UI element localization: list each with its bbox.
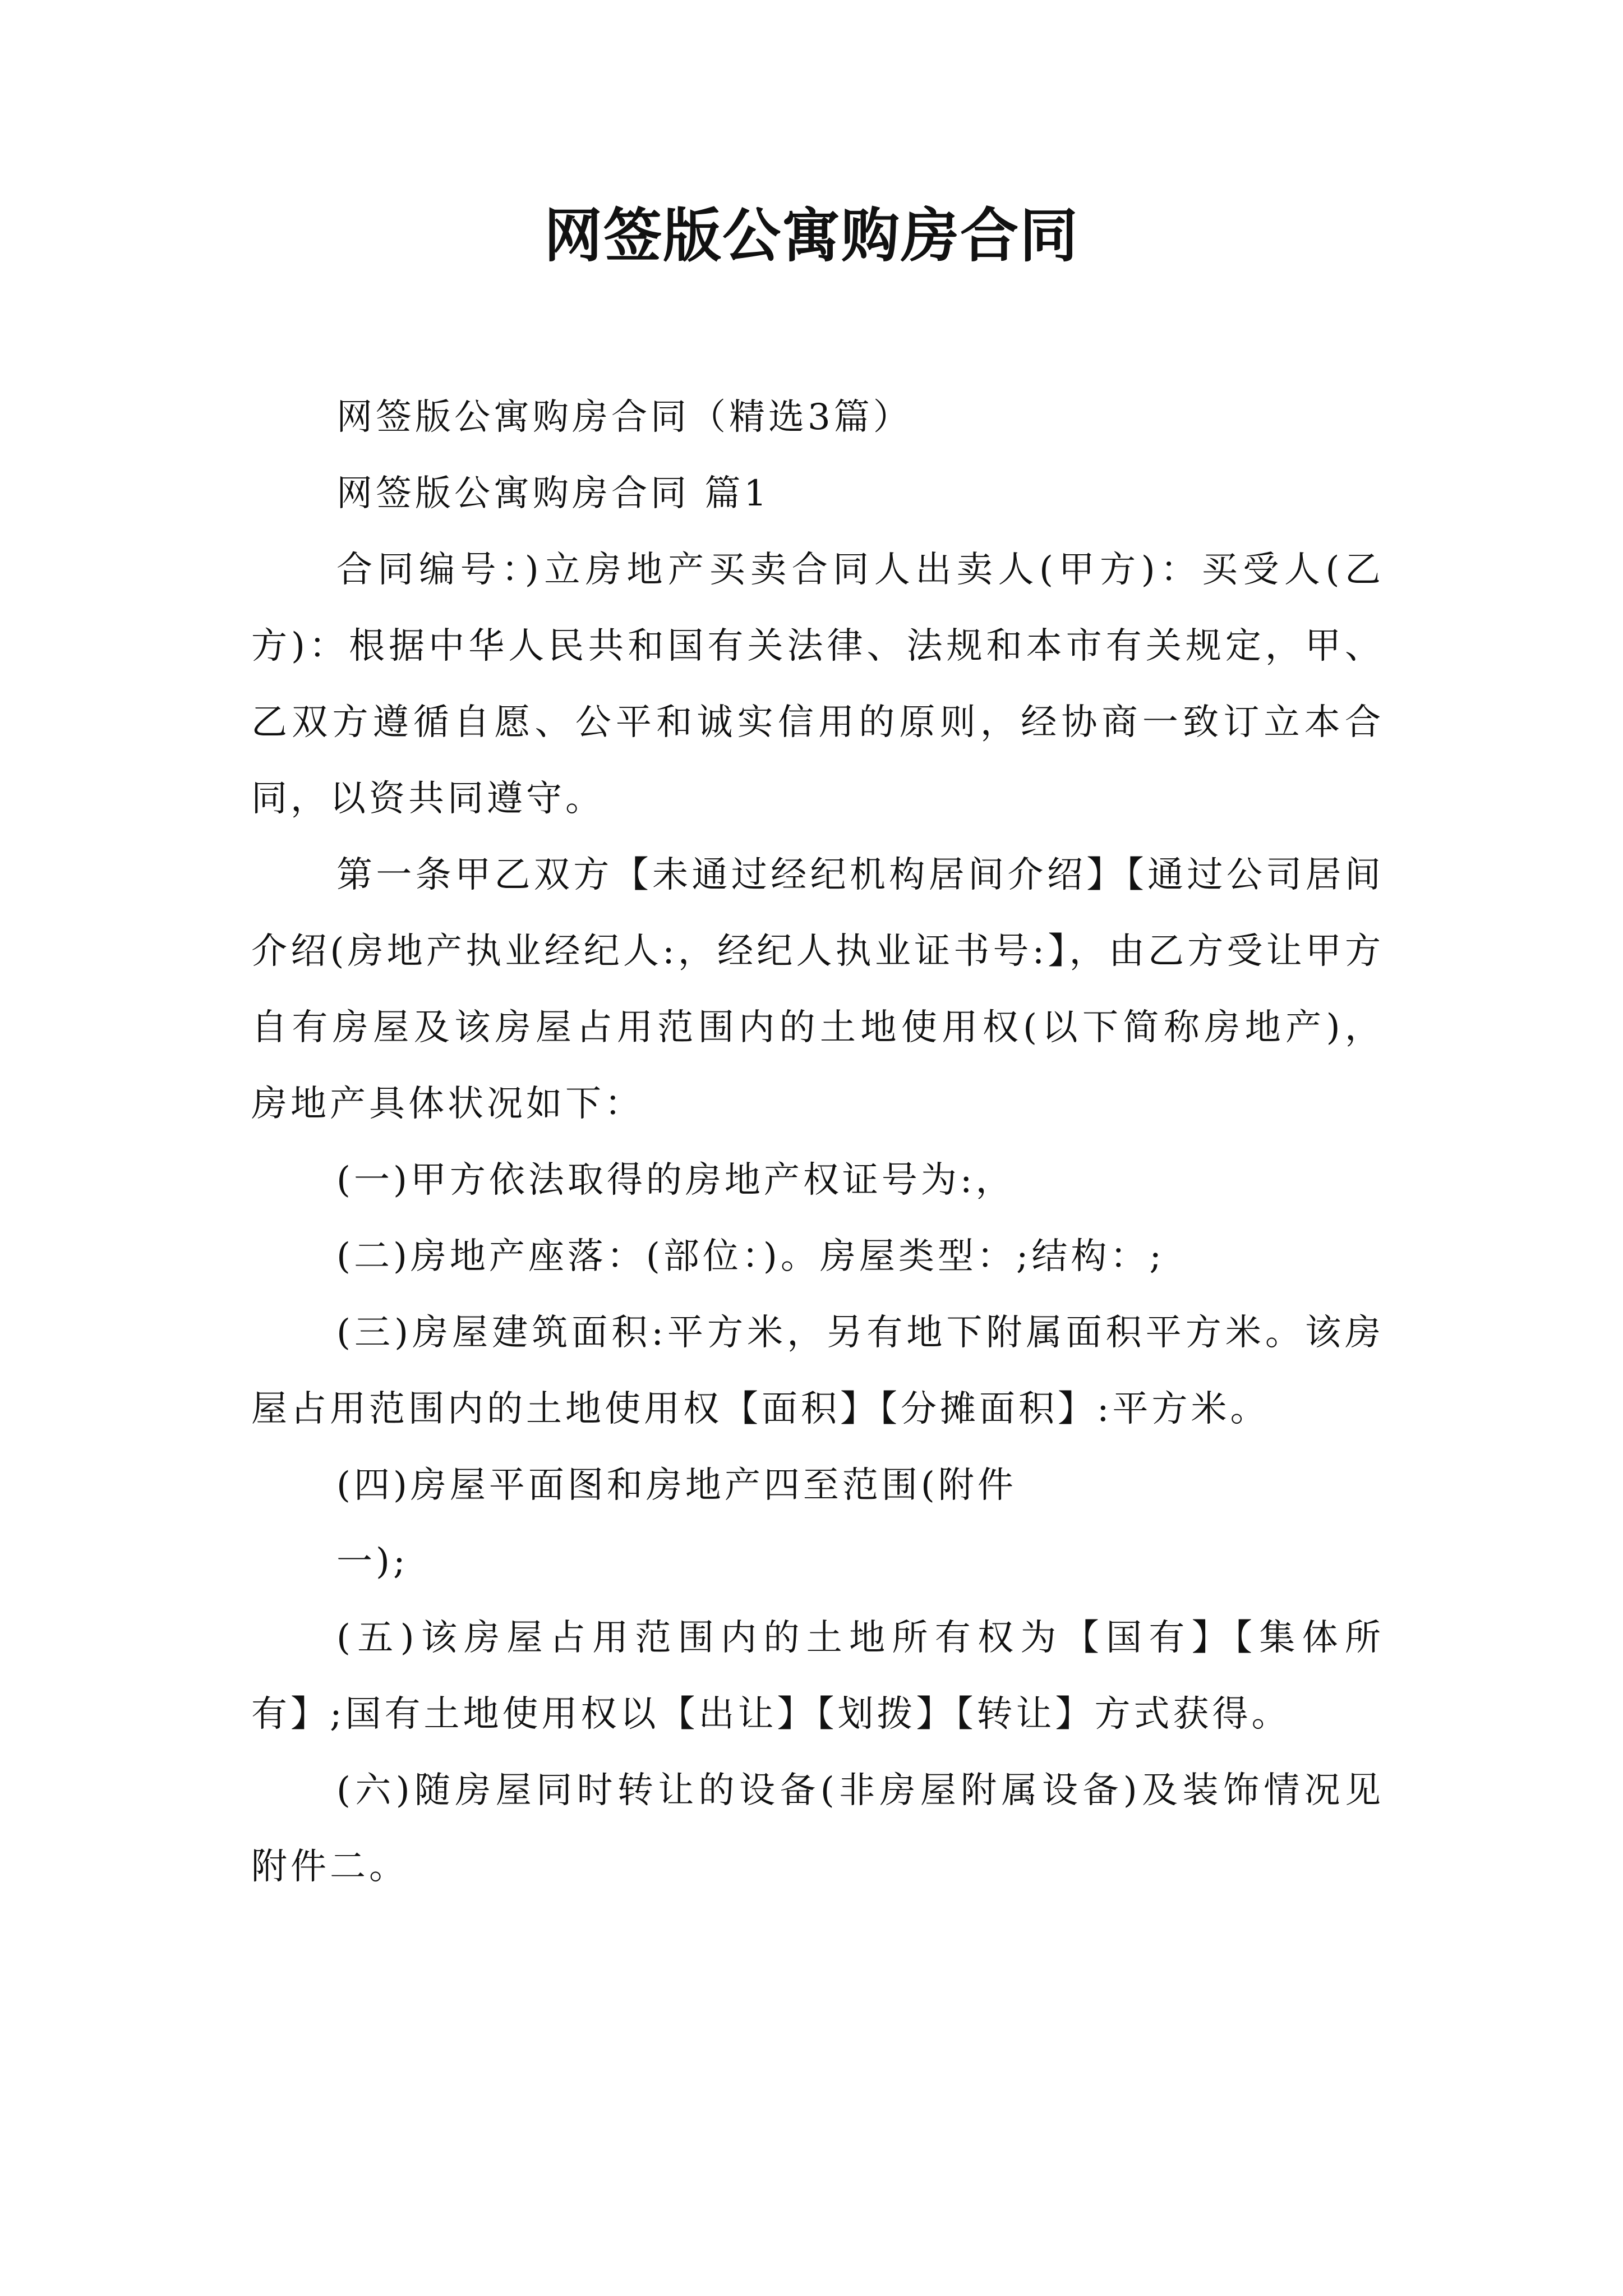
paragraph-item-1: (一)甲方依法取得的房地产权证号为:， <box>336 1159 1015 1201</box>
paragraph-item-5: (五)该房屋占用范围内的土地所有权为【国有】【集体所有】;国有土地使用权以【出让】【划拨】【转让】方式获得。 <box>251 1617 1384 1735</box>
paragraph-item-2: (二)房地产座落：(部位：)。房屋类型：;结构：; <box>336 1236 1165 1277</box>
paragraph-item-4-cont: 一); <box>336 1541 409 1582</box>
paragraph-item-6: (六)随房屋同时转让的设备(非房屋附属设备)及装饰情况见附件二。 <box>251 1770 1384 1888</box>
paragraph-item-4: (四)房屋平面图和房地产四至范围(附件 <box>336 1465 1017 1506</box>
paragraph-item-3: (三)房屋建筑面积:平方米，另有地下附属面积平方米。该房屋占用范围内的土地使用权【面积】【分摊面积】:平方米。 <box>251 1312 1384 1430</box>
paragraph-article-1: 第一条甲乙双方【未通过经纪机构居间介绍】【通过公司居间介绍(房地产执业经纪人:，经纪人执业证书号:】，由乙方受让甲方自有房屋及该房屋占用范围内的土地使用权(以下简称房地产)，房地产具体状况如下： <box>251 854 1384 1125</box>
document-body <box>251 379 1384 1905</box>
paragraph-subtitle: 网签版公寓购房合同（精选3篇） <box>336 397 912 438</box>
paragraph-section-heading: 网签版公寓购房合同 篇1 <box>336 473 771 514</box>
document-title: 网签版公寓购房合同 <box>543 201 1079 270</box>
paragraph-preamble: 合同编号：)立房地产买卖合同人出卖人(甲方)：买受人(乙方)：根据中华人民共和国有关法律、法规和本市有关规定，甲、乙双方遵循自愿、公平和诚实信用的原则，经协商一致订立本合同，以资共同遵守。 <box>251 549 1384 820</box>
